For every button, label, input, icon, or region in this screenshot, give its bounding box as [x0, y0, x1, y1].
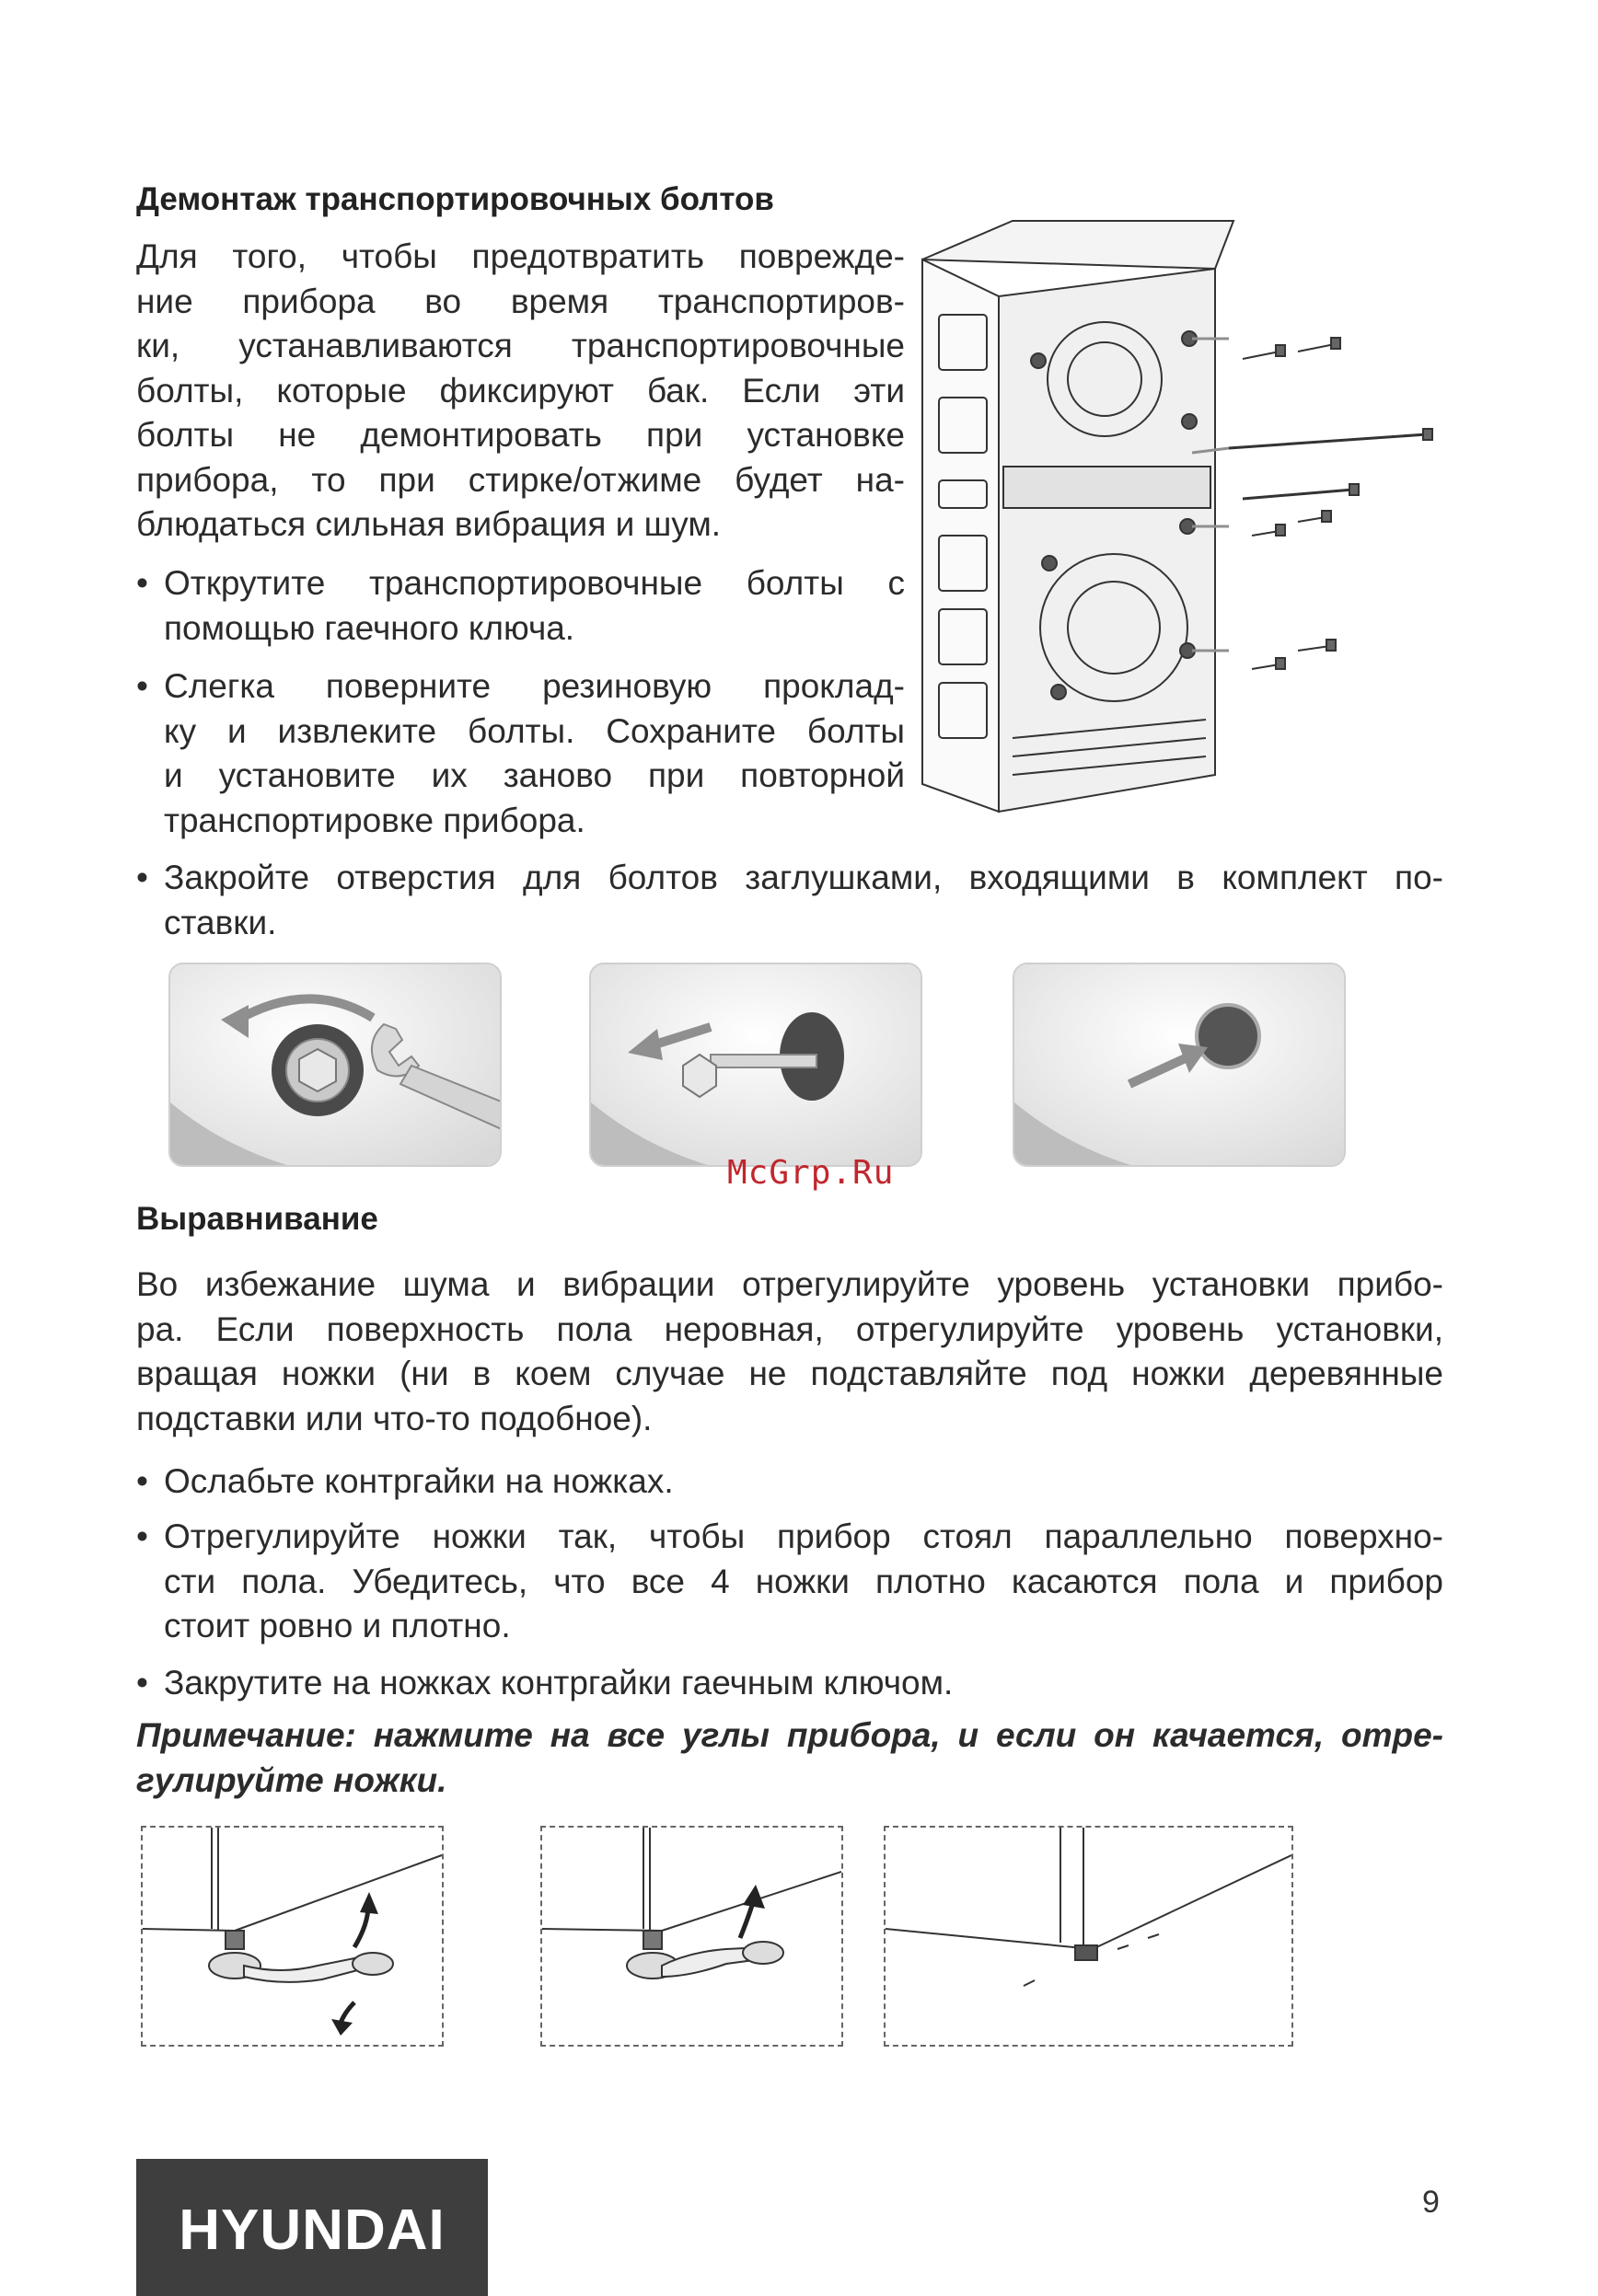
leveling-foot-diagram — [209, 1953, 393, 1982]
photo-remove-bolt — [589, 963, 922, 1167]
leveling-intro-paragraph: Во избежание шума и вибрации отрегулируйте уровень установки прибо- ра. Если поверхность пола неровная, отрегулируйте уровень установки, вращая ножки (ни в коем случае не подставляйте под ножки деревянные подставки или что-то подобное). — [136, 1265, 1443, 1437]
watermark: McGrp.Ru — [727, 1154, 895, 1192]
leveling-note: Примечание: нажмите на все углы прибора, и если он качается, отре- гулируйте ножки. — [136, 1716, 1443, 1799]
section-title-bolts: Демонтаж транспортировочных болтов — [136, 181, 774, 217]
photo-unscrew-bolt — [168, 963, 502, 1167]
washing-machine-diagram — [911, 213, 1454, 821]
page-number: 9 — [1422, 2185, 1440, 2220]
leveling-figure-loosen — [141, 1826, 444, 2047]
leveling-figure-adjust — [540, 1826, 843, 2047]
bolts-intro-paragraph: Для того, чтобы предотвратить поврежде- ние прибора во время транспортиров- ки, устанавливаются транспортировочные болты, которые фиксируют бак. Если эти болты не демонтировать при установке прибора, то при стирке/отжиме будет на- блюдаться сильная вибрация и шум. — [136, 237, 905, 543]
plug-cap-icon — [1197, 1005, 1259, 1067]
leveling-figure-level — [884, 1826, 1293, 2047]
section-title-leveling: Выравнивание — [136, 1201, 378, 1237]
brand-logo: HYUNDAI — [136, 2159, 488, 2296]
photo-plug-cap — [1013, 963, 1346, 1167]
